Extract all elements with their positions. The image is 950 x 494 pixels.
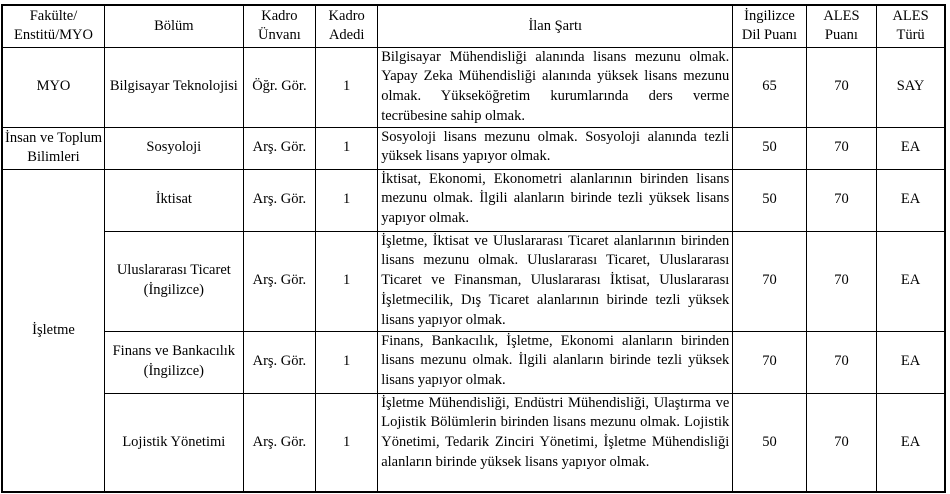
department-cell: İktisat — [104, 169, 243, 231]
header-row — [2, 5, 945, 47]
requirement-cell: İşletme Mühendisliği, Endüstri Mühendisliği, Ulaştırma ve Lojistik Bölümlerin birinden lisans mezunu olmak. Lojistik Yönetimi, Tedarik Zinciri Yönetimi, İşletme Mühendisliği alanların birinde yüksek lisans yapıyor olmak. — [378, 393, 733, 492]
title-cell: Arş. Gör. — [243, 393, 315, 492]
requirement-cell: Finans, Bankacılık, İşletme, Ekonomi alanların birinden lisans mezunu olmak. İlgili alanların birinde tezli yüksek lisans yapıyor olmak. — [378, 331, 733, 393]
count-cell: 1 — [316, 231, 378, 331]
english-score-cell: 65 — [733, 47, 806, 127]
department-cell: Sosyoloji — [104, 127, 243, 169]
department-cell: Bilgisayar Teknolojisi — [104, 47, 243, 127]
count-cell: 1 — [316, 47, 378, 127]
ales-type-cell: EA — [877, 127, 945, 169]
ales-score-cell: 70 — [806, 169, 876, 231]
table-row — [2, 127, 945, 169]
ales-type-cell: SAY — [877, 47, 945, 127]
ales-score-cell: 70 — [806, 393, 876, 492]
count-cell: 1 — [316, 169, 378, 231]
english-score-cell: 70 — [733, 231, 806, 331]
english-score-cell: 70 — [733, 331, 806, 393]
ales-score-cell: 70 — [806, 331, 876, 393]
header-count: Kadro Adedi — [316, 5, 378, 47]
requirement-cell: İşletme, İktisat ve Uluslararası Ticaret alanlarının birinden lisans mezunu olmak. Uluslararası Ticaret, Uluslararası Ticaret ve Finansman, Uluslararası İktisat, Uluslararası İşletmecilik, Dış Ticaret alanlarının birinde tezli yüksek lisans yapıyor olmak. — [378, 231, 733, 331]
department-cell: Uluslararası Ticaret (İngilizce) — [104, 231, 243, 331]
count-cell: 1 — [316, 331, 378, 393]
header-ales-type: ALES Türü — [877, 5, 945, 47]
header-faculty: Fakülte/ Enstitü/MYO — [2, 5, 104, 47]
ales-type-cell: EA — [877, 169, 945, 231]
english-score-cell: 50 — [733, 127, 806, 169]
requirement-cell: İktisat, Ekonomi, Ekonometri alanlarının birinden lisans mezunu olmak. İlgili alanların birinde tezli yüksek lisans yapıyor olmak. — [378, 169, 733, 231]
positions-table — [1, 4, 946, 493]
title-cell: Arş. Gör. — [243, 169, 315, 231]
ales-type-cell: EA — [877, 331, 945, 393]
english-score-cell: 50 — [733, 169, 806, 231]
table-row — [2, 393, 945, 492]
requirement-cell: Bilgisayar Mühendisliği alanında lisans mezunu olmak. Yapay Zeka Mühendisliği alanında yüksek lisans mezunu olmak. Yükseköğretim kurumlarında ders verme tecrübesine sahip olmak. — [378, 47, 733, 127]
title-cell: Arş. Gör. — [243, 231, 315, 331]
table-row — [2, 331, 945, 393]
ales-score-cell: 70 — [806, 47, 876, 127]
header-english: İngilizce Dil Puanı — [733, 5, 806, 47]
ales-type-cell: EA — [877, 393, 945, 492]
department-cell: Lojistik Yönetimi — [104, 393, 243, 492]
header-requirement: İlan Şartı — [378, 5, 733, 47]
count-cell: 1 — [316, 393, 378, 492]
count-cell: 1 — [316, 127, 378, 169]
ales-score-cell: 70 — [806, 231, 876, 331]
ales-type-cell: EA — [877, 231, 945, 331]
title-cell: Öğr. Gör. — [243, 47, 315, 127]
header-ales: ALES Puanı — [806, 5, 876, 47]
department-cell: Finans ve Bankacılık (İngilizce) — [104, 331, 243, 393]
header-title: Kadro Ünvanı — [243, 5, 315, 47]
table-row — [2, 169, 945, 231]
ales-score-cell: 70 — [806, 127, 876, 169]
title-cell: Arş. Gör. — [243, 331, 315, 393]
faculty-cell: MYO — [2, 47, 104, 127]
title-cell: Arş. Gör. — [243, 127, 315, 169]
table-row — [2, 47, 945, 127]
requirement-cell: Sosyoloji lisans mezunu olmak. Sosyoloji alanında tezli yüksek lisans yapıyor olmak. — [378, 127, 733, 169]
table-row — [2, 231, 945, 331]
header-department: Bölüm — [104, 5, 243, 47]
english-score-cell: 50 — [733, 393, 806, 492]
faculty-cell: İşletme — [2, 169, 104, 492]
faculty-cell: İnsan ve Toplum Bilimleri — [2, 127, 104, 169]
